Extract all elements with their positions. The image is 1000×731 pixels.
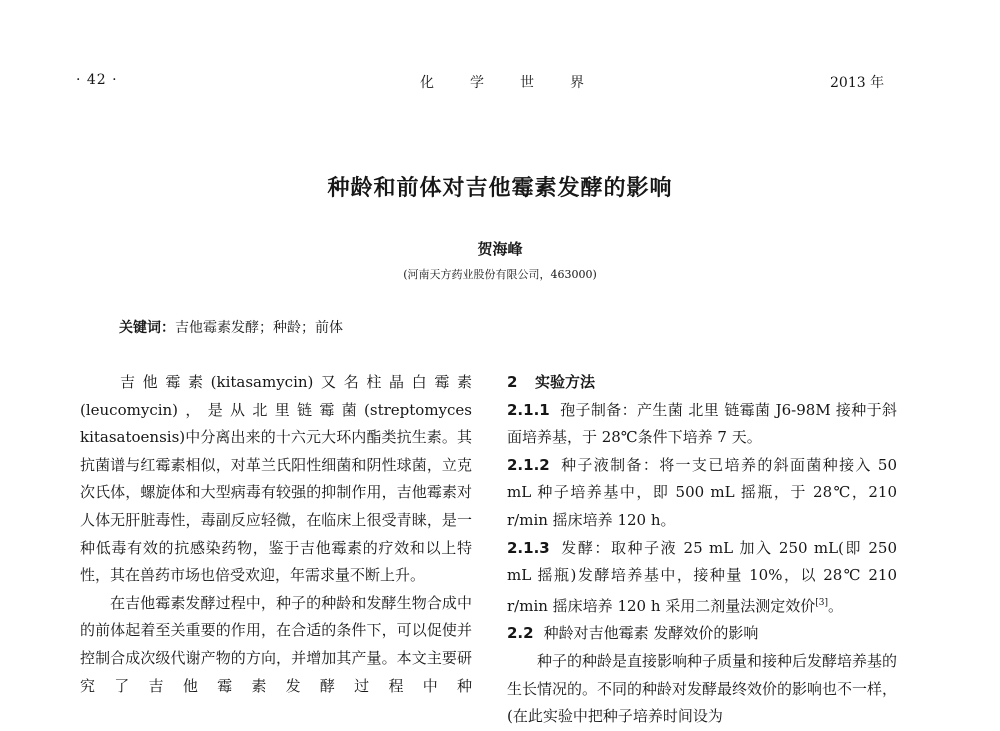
intro-paragraph-2: 在吉他霉素发酵过程中，种子的种龄和发酵生物合成中的前体起着至关重要的作用，在合适的条件下，可以促使并控制合成次级代谢产物的方向，并增加其产量。本文主要研究了吉他霉素发酵过程中种 (80, 593, 472, 695)
subsection-number: 2.1.1 (507, 400, 550, 419)
subsection-2-2 (507, 620, 897, 648)
subsection-number: 2.2 (507, 624, 534, 643)
page-number: · 42 · (76, 72, 118, 88)
keywords-text: 吉他霉素发酵；种龄；前体 (175, 320, 343, 336)
subsection-2-1-1 (507, 397, 897, 452)
section-title: 实验方法 (535, 373, 596, 391)
subsection-text: 发酵：取种子液 25 mL 加入 250 mL(即 250 mL 摇瓶)发酵培养基中，接种量 10%，以 28℃ 210 r/min 摇床培养 120 h 采用二剂量法测定效价 (507, 538, 897, 615)
article-title: 种龄和前体对吉他霉素发酵的影响 (327, 176, 673, 201)
subsection-text: 种子液制备：将一支已培养的斜面菌种接入 50 mL 种子培养基中，即 500 mL 摇瓶，于 28℃，210 r/min 摇床培养 120 h。 (507, 455, 897, 529)
subsection-title: 种龄对吉他霉素 发酵效价的影响 (543, 624, 759, 643)
section-number: 2 (507, 373, 518, 391)
intro-paragraph-1: 吉他霉素(kitasamycin)又名柱晶白霉素(leucomycin)，是从北里链霉菌(streptomyces kitasatoensis)中分离出来的十六元大环内酯类抗生素。其抗菌谱与红霉素相似，对革兰氏阳性细菌和阴性球菌，立克次氏体，螺旋体和大型病毒有较强的抑制作用，吉他霉素对人体无肝脏毒性，毒副反应轻微，在临床上很受青睐，是一种低毒有效的抗感染药物，鉴于吉他霉素的疗效和以上特性，其在兽药市场也倍受欢迎，年需求量不断上升。 (80, 373, 472, 585)
keywords-label: 关键词： (119, 320, 175, 336)
author-name: 贺海峰 (477, 240, 523, 258)
left-column (80, 369, 472, 714)
subsection-2-1-3 (507, 535, 897, 621)
publication-year: 2013 年 (830, 75, 885, 91)
author-affiliation: (河南天方药业股份有限公司，463000) (403, 268, 597, 281)
keywords (119, 317, 343, 337)
subsection-number: 2.1.3 (507, 538, 550, 557)
right-column (507, 369, 898, 726)
subsection-text: 孢子制备：产生菌 北里 链霉菌 J6-98M 接种于斜面培养基，于 28℃条件下培养 7 天。 (507, 400, 897, 447)
citation-ref: [3] (815, 597, 829, 608)
subsection-number: 2.1.2 (507, 455, 550, 474)
subsection-2-1-2 (507, 452, 897, 535)
sentence-end: 。 (828, 596, 844, 615)
section-heading (507, 369, 897, 397)
journal-name: 化学世界 (420, 75, 620, 91)
running-header (0, 72, 1000, 96)
subsection-2-2-paragraph: 种子的种龄是直接影响种子质量和接种后发酵培养基的生长情况的。不同的种龄对发酵最终效价的影响也不一样，(在此实验中把种子培养时间设为 (507, 651, 898, 726)
